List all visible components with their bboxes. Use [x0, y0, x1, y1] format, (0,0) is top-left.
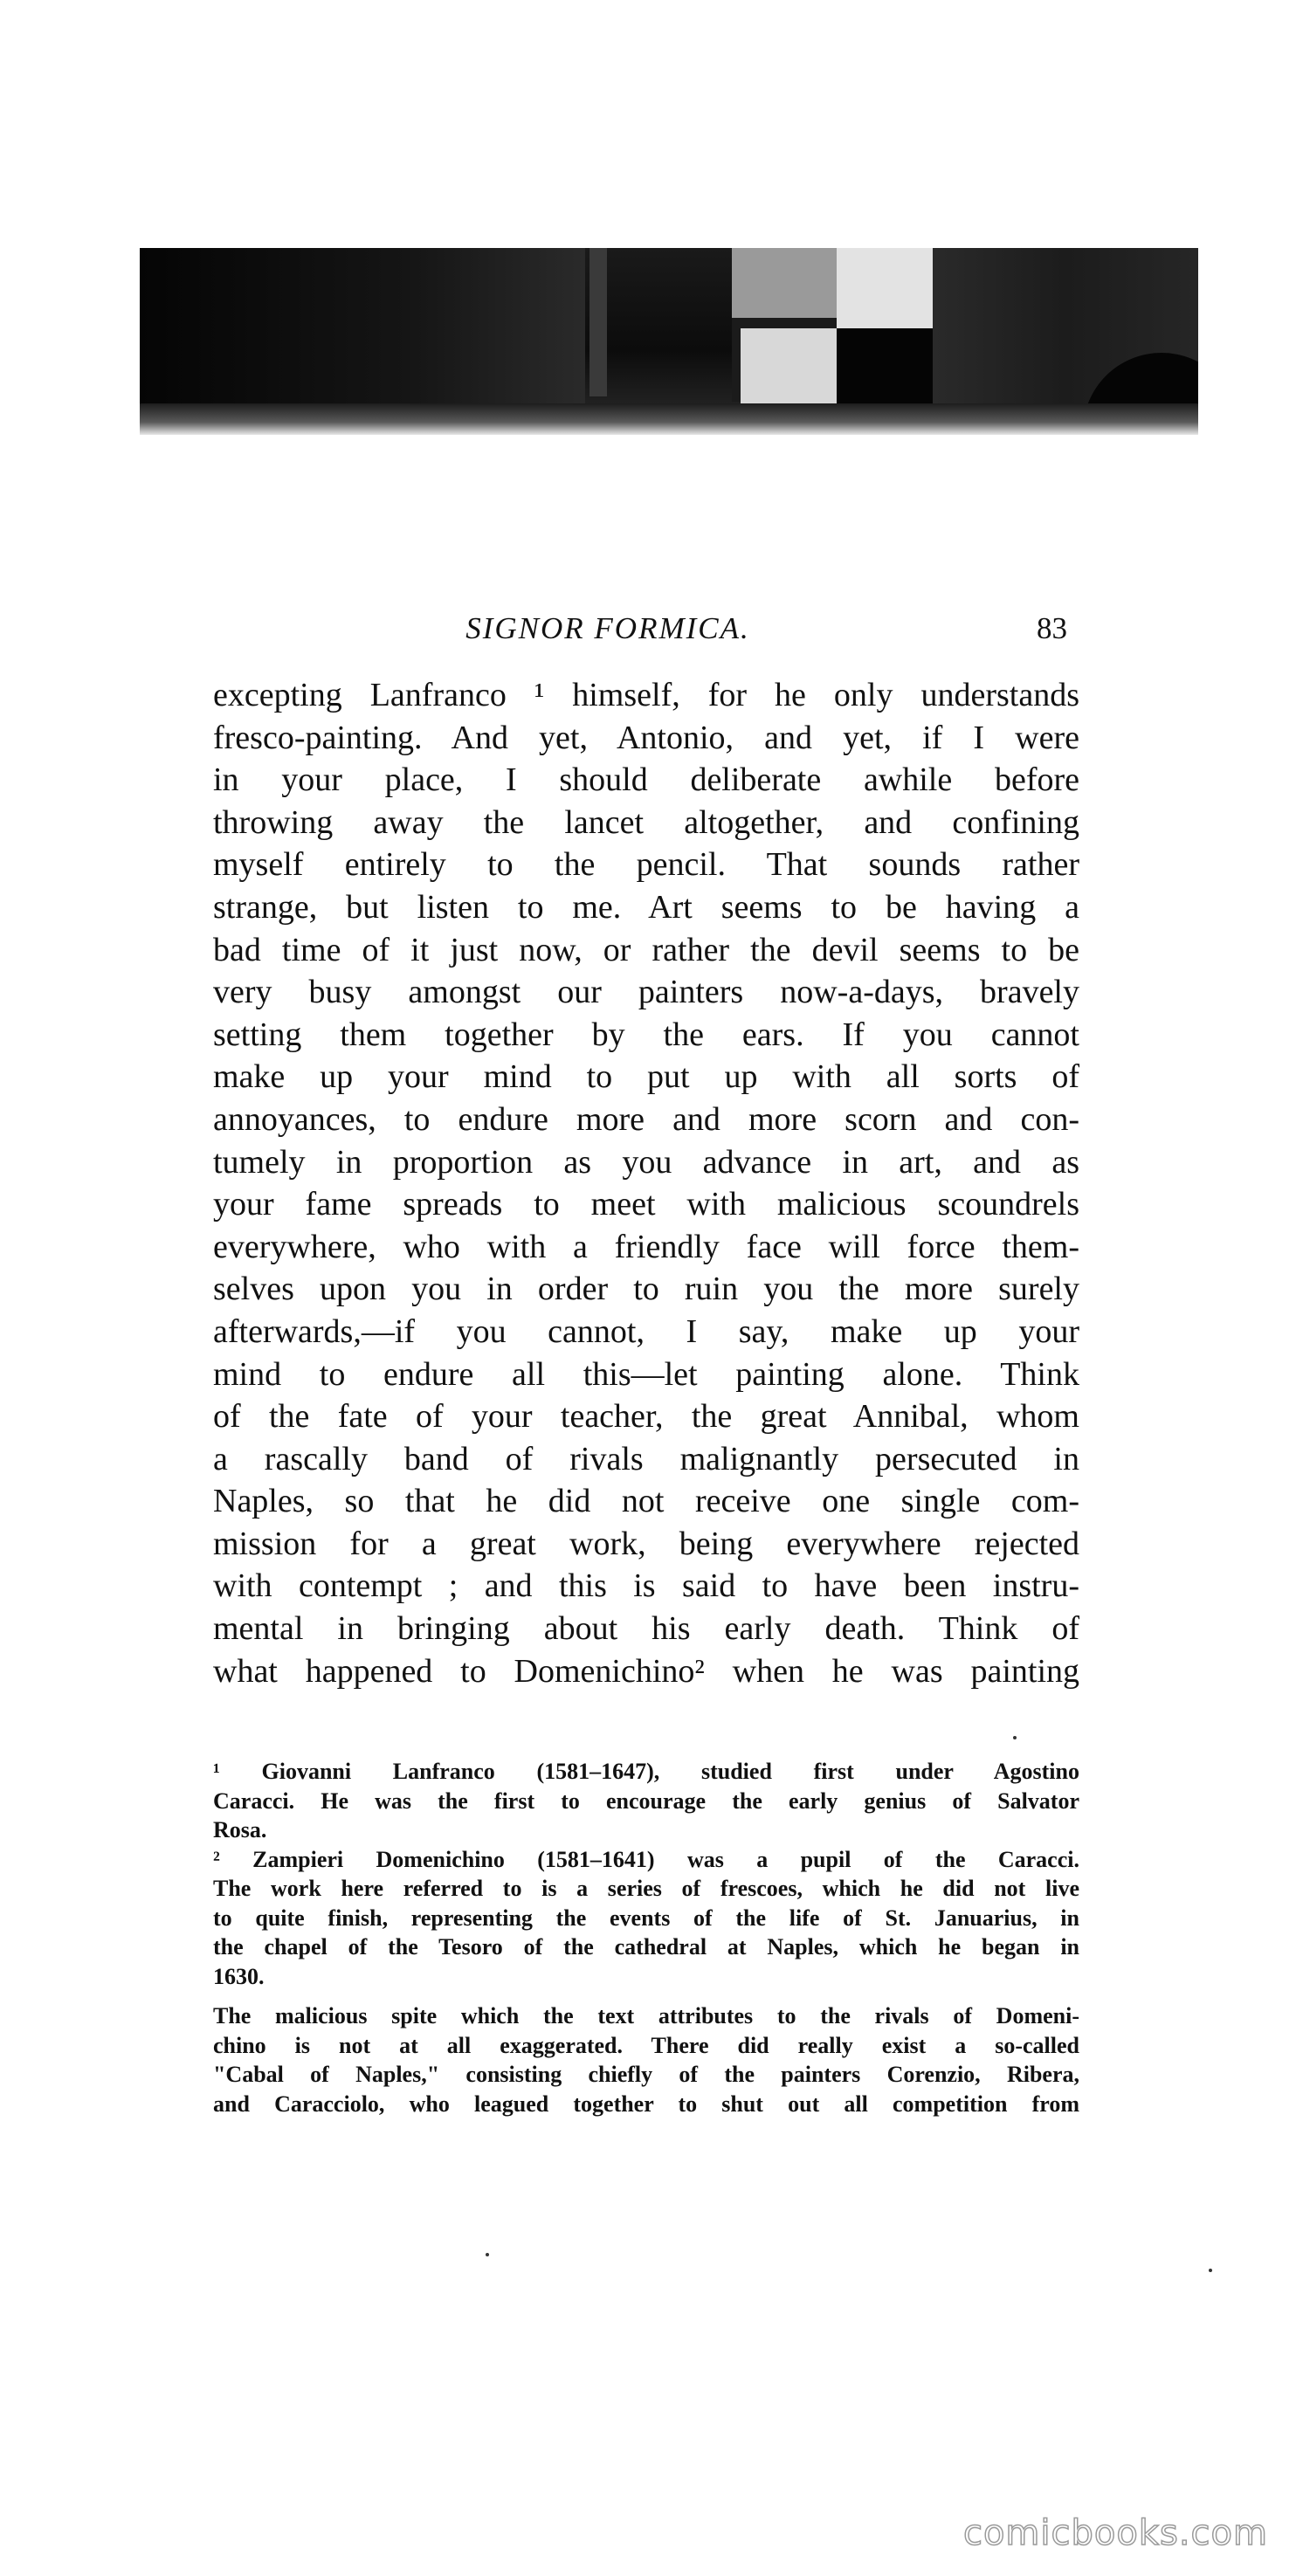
- photo-dark-area: [140, 248, 585, 414]
- body-line: mission for a great work, being everywhere rejected: [213, 1525, 1079, 1562]
- footnote-line: chino is not at all exaggerated. There did really exist a so-called: [213, 2032, 1079, 2058]
- body-line: of the fate of your teacher, the great Annibal, whom: [213, 1398, 1079, 1436]
- footnote-line: The malicious spite which the text attributes to the rivals of Domeni-: [213, 2003, 1079, 2028]
- footnote-line: the chapel of the Tesoro of the cathedral at Naples, which he began in: [213, 1934, 1079, 1960]
- body-line: Naples, so that he did not receive one single com-: [213, 1483, 1079, 1520]
- footnote-line: ¹ Giovanni Lanfranco (1581–1647), studied first under Agostino: [213, 1759, 1079, 1784]
- footnote-1: [213, 1757, 1079, 1845]
- body-line: excepting Lanfranco ¹ himself, for he only understands: [213, 677, 1079, 713]
- page-number: 83: [1037, 611, 1067, 645]
- photo-tile: [837, 328, 933, 409]
- footnote-2: [213, 1845, 1079, 1992]
- body-text: [213, 674, 1079, 1692]
- body-line: make up your mind to put up with all sorts of: [213, 1058, 1079, 1096]
- body-line: bad time of it just now, or rather the devil seems to be: [213, 931, 1079, 968]
- footnote-gap: [213, 1991, 1079, 2001]
- footnote-line: to quite finish, representing the events of the life of St. Januarius, in: [213, 1904, 1079, 1931]
- body-line: strange, but listen to me. Art seems to be having a: [213, 888, 1079, 926]
- body-line: with contempt ; and this is said to have been instru-: [213, 1567, 1079, 1605]
- body-line: setting them together by the ears. If you cannot: [213, 1016, 1079, 1053]
- footnote-line: and Caracciolo, who leagued together to shut out all competition from: [213, 2090, 1079, 2117]
- top-photo-fragment: [140, 248, 1198, 435]
- body-line: selves upon you in order to ruin you the more surely: [213, 1271, 1079, 1308]
- footnote-line: Caracci. He was the first to encourage the early genius of Salvator: [213, 1787, 1079, 1814]
- body-line: in your place, I should deliberate awhile before: [213, 761, 1079, 799]
- scan-speck: [1013, 1736, 1017, 1739]
- body-line: myself entirely to the pencil. That sounds rather: [213, 846, 1079, 884]
- footnote-line: The work here referred to is a series of frescoes, which he did not live: [213, 1876, 1079, 1901]
- body-line: a rascally band of rivals malignantly persecuted in: [213, 1440, 1079, 1477]
- photo-pillar: [589, 248, 607, 396]
- body-line: mind to endure all this—let painting alone. Think: [213, 1355, 1079, 1393]
- footnote-line: Rosa.: [213, 1817, 267, 1842]
- body-line: what happened to Domenichino² when he was painting: [213, 1652, 1079, 1690]
- body-line: throwing away the lancet altogether, and confining: [213, 803, 1079, 841]
- body-line: your fame spreads to meet with malicious scoundrels: [213, 1186, 1079, 1223]
- footnote-line: ² Zampieri Domenichino (1581–1641) was a pupil of the Caracci.: [213, 1846, 1079, 1872]
- photo-ground: [140, 403, 1198, 435]
- footnote-3: [213, 2001, 1079, 2118]
- photo-tile: [837, 248, 933, 328]
- scan-speck: [486, 2253, 489, 2256]
- photo-tile: [732, 248, 837, 318]
- body-line: tumely in proportion as you advance in art, and as: [213, 1143, 1079, 1181]
- running-header: [140, 604, 1076, 657]
- body-line: everywhere, who with a friendly face will force them-: [213, 1228, 1079, 1265]
- body-line: afterwards,—if you cannot, I say, make up your: [213, 1312, 1079, 1350]
- body-line: annoyances, to endure more and more scorn and con-: [213, 1100, 1079, 1138]
- footnote-line: "Cabal of Naples," consisting chiefly of the painters Corenzio, Ribera,: [213, 2062, 1079, 2087]
- watermark: comicbooks.com: [962, 2513, 1268, 2553]
- footnote-line: 1630.: [213, 1963, 265, 1989]
- scan-speck: [1209, 2269, 1212, 2272]
- body-line: mental in bringing about his early death. Think of: [213, 1610, 1079, 1648]
- footnotes: [213, 1757, 1079, 2118]
- running-title: SIGNOR FORMICA.: [465, 611, 750, 645]
- body-line: fresco-painting. And yet, Antonio, and yet, if I were: [213, 719, 1079, 756]
- body-line: very busy amongst our painters now-a-days, bravely: [213, 974, 1079, 1011]
- photo-tile: [741, 328, 837, 407]
